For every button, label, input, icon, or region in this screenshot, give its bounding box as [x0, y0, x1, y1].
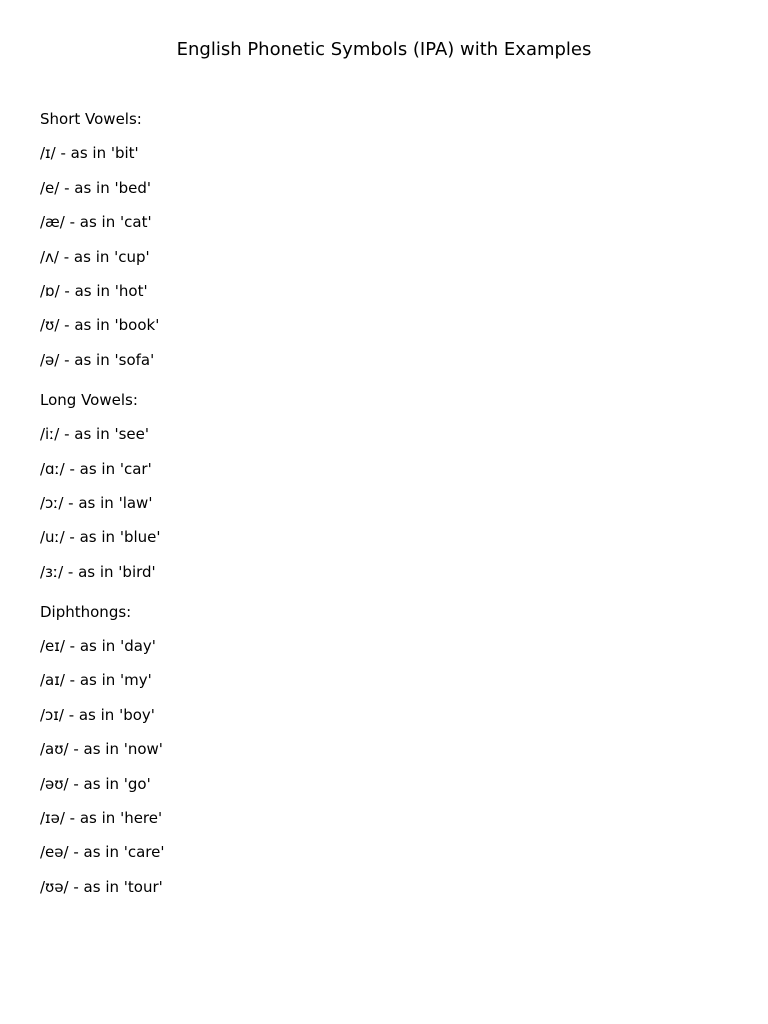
section-short-vowels — [40, 108, 720, 371]
phonetic-item: /ɪ/ - as in 'bit' — [40, 144, 139, 163]
phonetic-item: /ʊə/ - as in 'tour' — [40, 877, 163, 896]
phonetic-list — [40, 108, 720, 916]
section-long-vowels — [40, 389, 720, 583]
phonetic-item: /əʊ/ - as in 'go' — [40, 774, 151, 793]
phonetic-item: /ɔː/ - as in 'law' — [40, 493, 153, 512]
section-heading: Short Vowels: — [40, 110, 142, 128]
phonetic-item: /eə/ - as in 'care' — [40, 843, 165, 862]
phonetic-item: /ɪə/ - as in 'here' — [40, 809, 163, 828]
phonetic-item: /iː/ - as in 'see' — [40, 425, 150, 444]
phonetic-item: /ɒ/ - as in 'hot' — [40, 281, 148, 300]
phonetic-item: /ɜː/ - as in 'bird' — [40, 562, 156, 581]
page-title: English Phonetic Symbols (IPA) with Examples — [176, 39, 592, 60]
section-diphthongs — [40, 601, 720, 898]
phonetic-item: /ʌ/ - as in 'cup' — [40, 247, 150, 266]
section-heading: Diphthongs: — [40, 602, 132, 621]
phonetic-item: /ɔɪ/ - as in 'boy' — [40, 705, 155, 724]
section-heading: Long Vowels: — [40, 390, 138, 409]
phonetic-item: /uː/ - as in 'blue' — [40, 528, 161, 547]
phonetic-item: /e/ - as in 'bed' — [40, 178, 152, 197]
phonetic-item: /æ/ - as in 'cat' — [40, 213, 152, 232]
phonetic-item: /aʊ/ - as in 'now' — [40, 740, 163, 759]
phonetic-item: /ʊ/ - as in 'book' — [40, 316, 160, 335]
phonetic-item: /ə/ - as in 'sofa' — [40, 350, 155, 369]
phonetic-item: /eɪ/ - as in 'day' — [40, 637, 156, 656]
phonetic-item: /aɪ/ - as in 'my' — [40, 671, 152, 690]
phonetic-item: /ɑː/ - as in 'car' — [40, 459, 152, 478]
